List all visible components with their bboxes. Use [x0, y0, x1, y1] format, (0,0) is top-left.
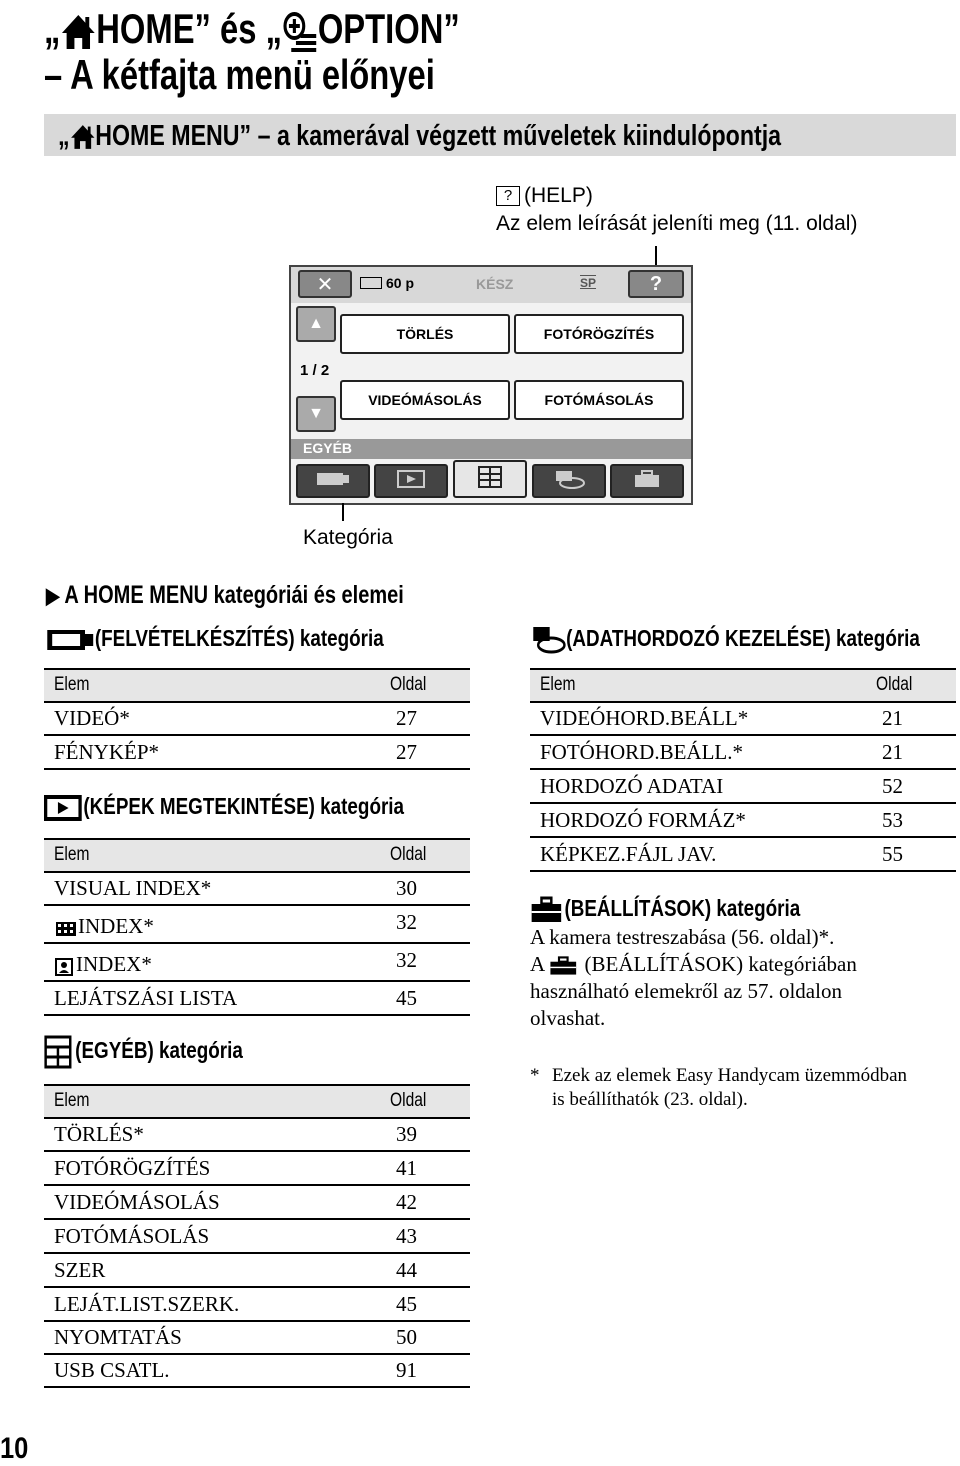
- rec-category-title: [44, 622, 384, 654]
- page-indicator: 1 / 2: [300, 362, 330, 379]
- menu-button-photo-copy[interactable]: FOTÓMÁSOLÁS: [514, 380, 684, 420]
- help-question-icon: ?: [649, 272, 663, 295]
- table-row-item: FOTÓRÖGZÍTÉS: [54, 1156, 211, 1180]
- option-icon: [282, 12, 318, 52]
- section-bar-text: HOME MENU” – a kamerával végzett műveletek kiindulópontja: [95, 120, 782, 152]
- film-index-icon: [54, 919, 78, 937]
- help-button[interactable]: [628, 270, 684, 298]
- table-header-item: Elem: [54, 1090, 90, 1111]
- table-row-page: 52: [882, 774, 903, 798]
- table-row-item: VIDEÓMÁSOLÁS: [54, 1190, 220, 1214]
- table-header-page: Oldal: [390, 674, 427, 695]
- category-label: EGYÉB: [303, 440, 353, 456]
- home-icon: [60, 13, 96, 51]
- toolbox-icon: [549, 955, 579, 977]
- table-row-page: 50: [396, 1325, 417, 1349]
- battery-indicator: [360, 275, 414, 291]
- table-row-page: 41: [396, 1156, 417, 1180]
- settings-category-title: [530, 892, 800, 924]
- table-row-page: 44: [396, 1258, 417, 1282]
- settings-line-3: használható elemekről az 57. oldalon: [530, 979, 842, 1003]
- section-bar-title: [58, 118, 781, 154]
- table-row-page: 30: [396, 876, 417, 900]
- table-row-page: 39: [396, 1122, 417, 1146]
- table-row-item: KÉPKEZ.FÁJL JAV.: [540, 842, 717, 866]
- help-callout: [496, 182, 857, 238]
- table-row-page: 27: [396, 740, 417, 764]
- page-subtitle: – A kétfajta menü előnyei: [44, 51, 435, 98]
- menu-button-photo-capture[interactable]: FOTÓRÖGZÍTÉS: [514, 314, 684, 354]
- table-row-page: 43: [396, 1224, 417, 1248]
- table-row-item: TÖRLÉS*: [54, 1122, 144, 1146]
- help-icon: ?: [496, 186, 520, 206]
- footnote-mark: *: [530, 1065, 540, 1086]
- arrow-right-icon: ▶: [46, 583, 65, 608]
- table-row-page: 32: [396, 948, 417, 972]
- view-category-text: (KÉPEK MEGTEKINTÉSE) kategória: [83, 793, 405, 819]
- video-camera-icon: [44, 626, 95, 654]
- settings-line-2: [530, 951, 857, 978]
- help-description: Az elem leírását jeleníti meg (11. oldal): [496, 212, 858, 235]
- footnote-line-2: is beállíthatók (23. oldal).: [552, 1089, 748, 1110]
- title-option-text: OPTION”: [317, 5, 460, 52]
- table-row-item: LEJÁT.LIST.SZERK.: [54, 1292, 240, 1316]
- footnote: [530, 1064, 907, 1112]
- play-icon: [44, 794, 83, 822]
- subsection-title: [46, 580, 404, 611]
- table-row-item: VIDEÓ*: [54, 706, 130, 730]
- tab-media[interactable]: [532, 464, 606, 498]
- settings-line-2a: A: [530, 952, 545, 976]
- scroll-down-button[interactable]: [296, 396, 336, 432]
- table-row-page: 42: [396, 1190, 417, 1214]
- tab-other[interactable]: [453, 460, 527, 498]
- other-icon: [477, 465, 503, 494]
- table-header-page: Oldal: [876, 674, 913, 695]
- disc-icon: [552, 469, 586, 494]
- settings-line-1: A kamera testreszabása (56. oldal)*.: [530, 925, 835, 949]
- disc-icon: [530, 625, 566, 655]
- tab-shooting[interactable]: [296, 464, 370, 498]
- view-table: [44, 838, 470, 1018]
- index-label: INDEX*: [76, 952, 152, 976]
- table-header-item: Elem: [54, 844, 90, 865]
- other-icon: [44, 1035, 75, 1069]
- close-button[interactable]: [298, 270, 352, 298]
- table-header-item: Elem: [540, 674, 576, 695]
- view-category-title: [44, 790, 404, 822]
- settings-line-2b: (BEÁLLÍTÁSOK) kategóriában: [584, 952, 857, 976]
- table-row-page: 32: [396, 910, 417, 934]
- toolbox-icon: [530, 896, 564, 924]
- table-row-item: [54, 914, 154, 939]
- table-row-page: 27: [396, 706, 417, 730]
- menu-button-video-dubbing[interactable]: VIDEÓMÁSOLÁS: [340, 380, 510, 420]
- table-row-page: 45: [396, 986, 417, 1010]
- table-header-item: Elem: [54, 674, 90, 695]
- triangle-down-icon: ▼: [308, 405, 324, 422]
- home-icon: [70, 123, 96, 151]
- table-row-page: 53: [882, 808, 903, 832]
- title-home-text: HOME” és „: [96, 5, 282, 52]
- table-row-item: [54, 952, 152, 977]
- battery-icon: [360, 277, 382, 289]
- quality-mode: SP: [580, 276, 597, 290]
- tab-settings[interactable]: [610, 464, 684, 498]
- footnote-line-1: Ezek az elemek Easy Handycam üzemmódban: [552, 1065, 908, 1086]
- table-row-item: VIDEÓHORD.BEÁLL*: [540, 706, 749, 730]
- media-category-title: [530, 622, 920, 655]
- table-row-item: SZER: [54, 1258, 106, 1282]
- table-header-page: Oldal: [390, 1090, 427, 1111]
- scroll-up-button[interactable]: [296, 306, 336, 342]
- face-index-icon: [54, 957, 76, 975]
- other-table: [44, 1084, 470, 1390]
- table-row-page: 45: [396, 1292, 417, 1316]
- play-icon: [396, 469, 426, 494]
- table-row-item: USB CSATL.: [54, 1358, 170, 1382]
- toolbox-icon: [632, 469, 662, 494]
- media-table: [530, 668, 956, 872]
- settings-description: [530, 924, 857, 1032]
- help-label: (HELP): [524, 184, 593, 207]
- table-row-item: LEJÁTSZÁSI LISTA: [54, 986, 238, 1010]
- settings-category-text: (BEÁLLÍTÁSOK) kategória: [564, 895, 801, 921]
- table-row-page: 21: [882, 740, 903, 764]
- tab-view-images[interactable]: [374, 464, 448, 498]
- category-caption: Kategória: [303, 526, 393, 549]
- table-row-item: VISUAL INDEX*: [54, 876, 212, 900]
- media-category-text: (ADATHORDOZÓ KEZELÉSE) kategória: [566, 625, 920, 651]
- category-leader-line: [342, 503, 344, 521]
- menu-button-delete[interactable]: TÖRLÉS: [340, 314, 510, 354]
- table-row-item: HORDOZÓ FORMÁZ*: [540, 808, 746, 832]
- table-row-page: 91: [396, 1358, 417, 1382]
- subsection-text: A HOME MENU kategóriái és elemei: [64, 581, 404, 609]
- other-category-title: [44, 1032, 243, 1069]
- table-row-page: 55: [882, 842, 903, 866]
- section-bar-quote: „: [58, 120, 70, 152]
- table-row-item: FÉNYKÉP*: [54, 740, 160, 764]
- camera-icon: [315, 470, 351, 493]
- title-quote: „: [44, 5, 61, 52]
- table-row-item: HORDOZÓ ADATAI: [540, 774, 724, 798]
- triangle-up-icon: ▲: [308, 315, 324, 332]
- page-number: 10: [0, 1432, 29, 1465]
- other-category-text: (EGYÉB) kategória: [75, 1037, 243, 1063]
- settings-line-4: olvashat.: [530, 1006, 606, 1030]
- battery-level: 60 p: [386, 275, 415, 291]
- status-text: KÉSZ: [476, 276, 514, 292]
- table-header-page: Oldal: [390, 844, 427, 865]
- table-row-item: FOTÓHORD.BEÁLL.*: [540, 740, 743, 764]
- rec-category-text: (FELVÉTELKÉSZÍTÉS) kategória: [94, 625, 384, 651]
- rec-table: [44, 668, 470, 770]
- table-row-item: NYOMTATÁS: [54, 1325, 182, 1349]
- table-row-page: 21: [882, 706, 903, 730]
- index-label: INDEX*: [78, 914, 154, 938]
- close-icon: ✕: [316, 273, 334, 296]
- table-row-item: FOTÓMÁSOLÁS: [54, 1224, 210, 1248]
- page-title: [44, 6, 460, 52]
